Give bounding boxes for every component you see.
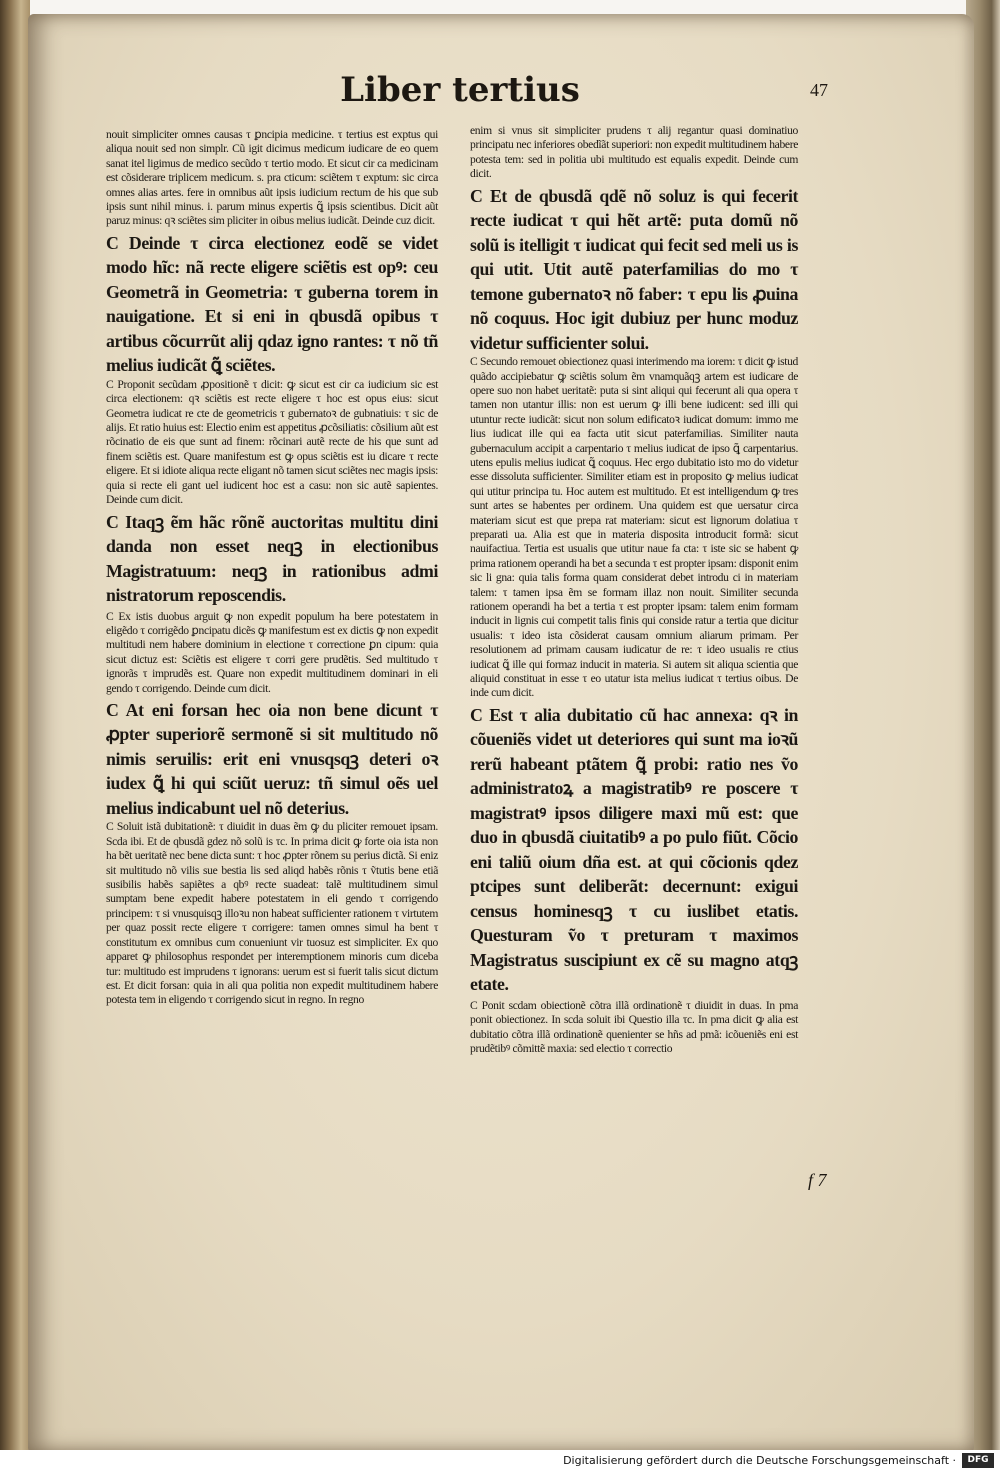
running-head: Liber tertius xyxy=(340,70,580,110)
left-paragraph-3: C Proponit secũdam ꝓpositionẽ τ dicit: ꝙ sicut est cir ca iudicium sic est circa electionem: qꝛ sciẽtis est recte eligere τ hoc est opus eius: sicut Geometra iudicat re cte de geometricis τ gubernatoꝛ de gubnatiuis: τ sic de alijs. Et ratio huius est: Electio enim est appetitus ꝓcõsiliatis: cõsilium aũt est rõcinatio de eis que sunt ad finem: rõcinari autẽ recte de his que sunt ad finem sciẽtis est. Quare manifestum est ꝙ opus sciẽtis est iu dicare τ recte eligere. Et si idiote aliqua recte eligant nõ tamen sicut sciẽtes nec magis ipsis: quia si recte eli gant uel iudicent hoc est a casu: non sic autẽ sapientes. Deinde cum dicit. xyxy=(106,377,438,507)
left-paragraph-4: C Itaqꝫ ẽm hãc rõnẽ auctoritas multitu dini danda non esset neqꝫ in electionibus Magistratuum: neqꝫ in rationibus admi nistratorum reposcendis. xyxy=(106,511,438,605)
left-column xyxy=(106,128,438,1008)
facing-page-edge xyxy=(0,0,30,1450)
left-paragraph-7: C Soluit istã dubitationẽ: τ diuidit in duas ẽm ꝙ du pliciter remouet ipsam. Scda ibi. Et de qbusdã gdez nõ solũ is τc. In prima dicit ꝙ forte oia ista non ha bẽt ueritatẽ nec bene dicta sunt: τ hoc ꝓpter rõnem su perius dictã. Si eniz sit multitudo nõ vilis sue bestia lis sed aliqd habẽs rõnis τ ṽtutis bene etiã susibilis habẽs sapiẽtes a qbꝰ recte suadeat: talẽ multitudinem simul sumptam bene expedit habere potestatem in eli gendo τ corrigendo principem: τ si vnusquisqꝫ illoꝛu non habeat sufficienter rationem τ virtutem per quaz possit recte eligere τ corrigere: tamen omnes simul ha bent τ constitutum ex omnibus cum conueniunt vir tuosuz est simpliciter. Ex quo apparet ꝙ philosophus respondet per interemptionem minoris cum diceba tur: multitudo est imprudens τ ignorans: uerum est si fuerit talis sicut dictum est. Et dicit forsan: quia in ali qua politia non expedit multitudinem habere potesta tem in eligendo τ corrigendo sicut in regno. In regno xyxy=(106,820,438,1007)
right-column xyxy=(470,124,798,1057)
right-paragraph-5: C Ponit scdam obiectionẽ cõtra illã ordinationẽ τ diuidit in duas. In pma ponit obiectionez. In scda soluit ibi Questio illa τc. In pma dicit ꝙ alia est dubitatio cõtra illã ordinationẽ quenienter se hñs ad pmã: icõueniẽs eni est prudẽtibꝰ cõmittẽ maxia: sed electio τ correctio xyxy=(470,998,798,1056)
right-paragraph-3: C Secundo remouet obiectionez quasi interimendo ma iorem: τ dicit ꝙ istud quãdo accipiebatur ꝙ sciẽtis solum ẽm vnamquãqꝫ artem est iudicare de opere suo non habet ueritatẽ: puta si sint aliqui qui fecerunt ali qua opera τ tamen non utantur illis: non est uerum ꝙ illi bene iudicent: sed illi qui utuntur recte iudicãt: sicut non solum edificatoꝛ iudicat domum: immo me lius iudicat ille qui ea facta utit sicut paterfamilias. Similiter nauta gubernaculum accipit a carpentario τ melius iudicat de ipso ꝗ̃ carpentarius. utens epulis melius iudicat ꝗ̃ coquus. Hec ergo dubitatio isto mo do videtur esse dissoluta sufficienter. Similiter etiam est in proposito ꝙ melius iudicat qui utitur principa tu. Hoc autem est multitudo. Et est intelligendum ꝙ tres sunt artes se habentes per ordinem. Una quidem est que uersatur circa materiam sicut est que prepa rat materiam: sicut est lignorum dolatiua τ preparati ua. Alia est que in materia disposita introducit formã: sicut nauifactiua. Tertia est usualis que utitur naue fa cta: τ iste sic se habent ꝙ prima rationem operandi ha bet a secunda τ est propter ipsam: disponit enim sic li gna: quia talis forma quam considerat debet introdu ci in materiam talem: τ tamen ipsa ẽm se formam illaz non nouit. Similiter secunda rationem operandi ha bet a tertia τ est propter ipsam: talem enim formam inducit in lignis cui competit talis finis qui conside ratur a tertia que dicitur usualis: τ ideo ista cõsiderat causam omnium aliarum primam. Per resolutionem ad primam causam iudicatur de re: τ ideo usualis re ctius iudicat ꝗ̃ ille qui formaz inducit in materia. Si autem sit aliqua scientia que aliquid constituat in esse τ eo utatur ista melius iudicat τ tertius oibus. De inde cum dicit. xyxy=(470,355,798,700)
signature-mark: f 7 xyxy=(808,1170,827,1190)
left-paragraph-6: C At eni forsan hec oia non bene dicunt τ ꝓpter superiorẽ sermonẽ si sit multitudo nõ nimis seruilis: erit eni vnusqsqꝫ deteri oꝛ iudex ꝗ̃ hi qui sciũt ueruz: tñ simul oẽs uel melius indicabunt uel nõ deterius. xyxy=(106,699,438,818)
digitization-footer xyxy=(0,1450,1000,1472)
right-paragraph-2: C Et de qbusdã qdẽ nõ soluz is qui fecerit recte iudicat τ qui hẽt artẽ: puta domũ nõ solũ is itelligit τ iudicat qui fecit sed meli us is qui utit. Utit autẽ paterfamilias do mo τ temone gubernatoꝛ nõ faber: τ epu lis ꝓuina nõ coquus. Hoc igit dubiuz per hunc moduz videtur sufficienter solui. xyxy=(470,185,798,353)
dfg-logo: DFG xyxy=(962,1453,994,1468)
left-paragraph-2: C Deinde τ circa electionez eodẽ se videt modo hĩc: nã recte eligere sciẽtis est opꝰ: ceu Geometrã in Geometria: τ guberna torem in nauigatione. Et si eni in qbusdã opibus τ artibus cõcurrũt alij qdaz igno rantes: τ nõ tñ melius iudicãt ꝗ̃ sciẽtes. xyxy=(106,232,438,376)
left-paragraph-5: C Ex istis duobus arguit ꝙ non expedit populum ha bere potestatem in eligẽdo τ corrigẽdo ꝑncipatu dicẽs ꝙ manifestum est ex dictis ꝙ non expedit multitudi nem habere dominium in electione τ correctione ꝑn cipum: quia sicut dictuz est: Sciẽtis est eligere τ corri gere prudẽtis. Sed multitudo τ ignorãs τ imprudẽs est. Quare non expedit multitudinem dominari in eli gendo τ corrigendo. Deinde cum dicit. xyxy=(106,609,438,695)
footer-credit: Digitalisierung gefördert durch die Deutsche Forschungsgemeinschaft · xyxy=(563,1454,956,1467)
folio-number: 47 xyxy=(810,80,828,100)
left-paragraph-1: nouit simpliciter omnes causas τ ꝑncipia medicine. τ tertius est exptus qui aliqua nouit sed non simplr. Cũ igit dicimus medicum iudicare de eo quem sanat itel ligimus de medico secũdo τ tertio modo. Et sicut cir ca medicinam est cõsiderare triplicem medicum. s. pra cticum: sciẽtem τ exptum: sic circa omnes alias artes. fere in omnibus aũt ipsis iudicium rectum de his que sub ipsis sunt nihil minus. i. parum minus expertis ꝗ̃ ipsis scientibus. Dicit aũt paruz minus: qꝛ sciẽtes sim pliciter in oibus melius iudicãt. Deinde cuz dicit. xyxy=(106,128,438,228)
right-paragraph-4: C Est τ alia dubitatio cũ hac annexa: qꝛ in cõueniẽs videt ut deteriores qui sunt ma ioꝛũ rerũ habeant ptãtem ꝗ̃ probi: ratio nes ṽo administratoꝝ a magistratibꝰ re poscere τ magistratꝰ ipsos diligere maxi mũ est: que duo in qbusdã ciuitatibꝰ a po pulo fiũt. Cõcio eni taliũ oium dña est. at qui cõcionis qdez ptcipes sunt deliberãt: decernunt: exigui census hominesqꝫ τ cu iuslibet etatis. Questuram ṽo τ preturam τ maximos Magistratus suscipiunt ex cẽ su magno atqꝫ etate. xyxy=(470,704,798,995)
right-paragraph-1: enim si vnus sit simpliciter prudens τ alij regantur quasi dominatiuo principatu nec inferiores obedĩãt superiori: non expedit multitudinem habere potesta tem: sed in politia ubi multitudo est equalis expedit. Deinde cum dicit. xyxy=(470,124,798,181)
